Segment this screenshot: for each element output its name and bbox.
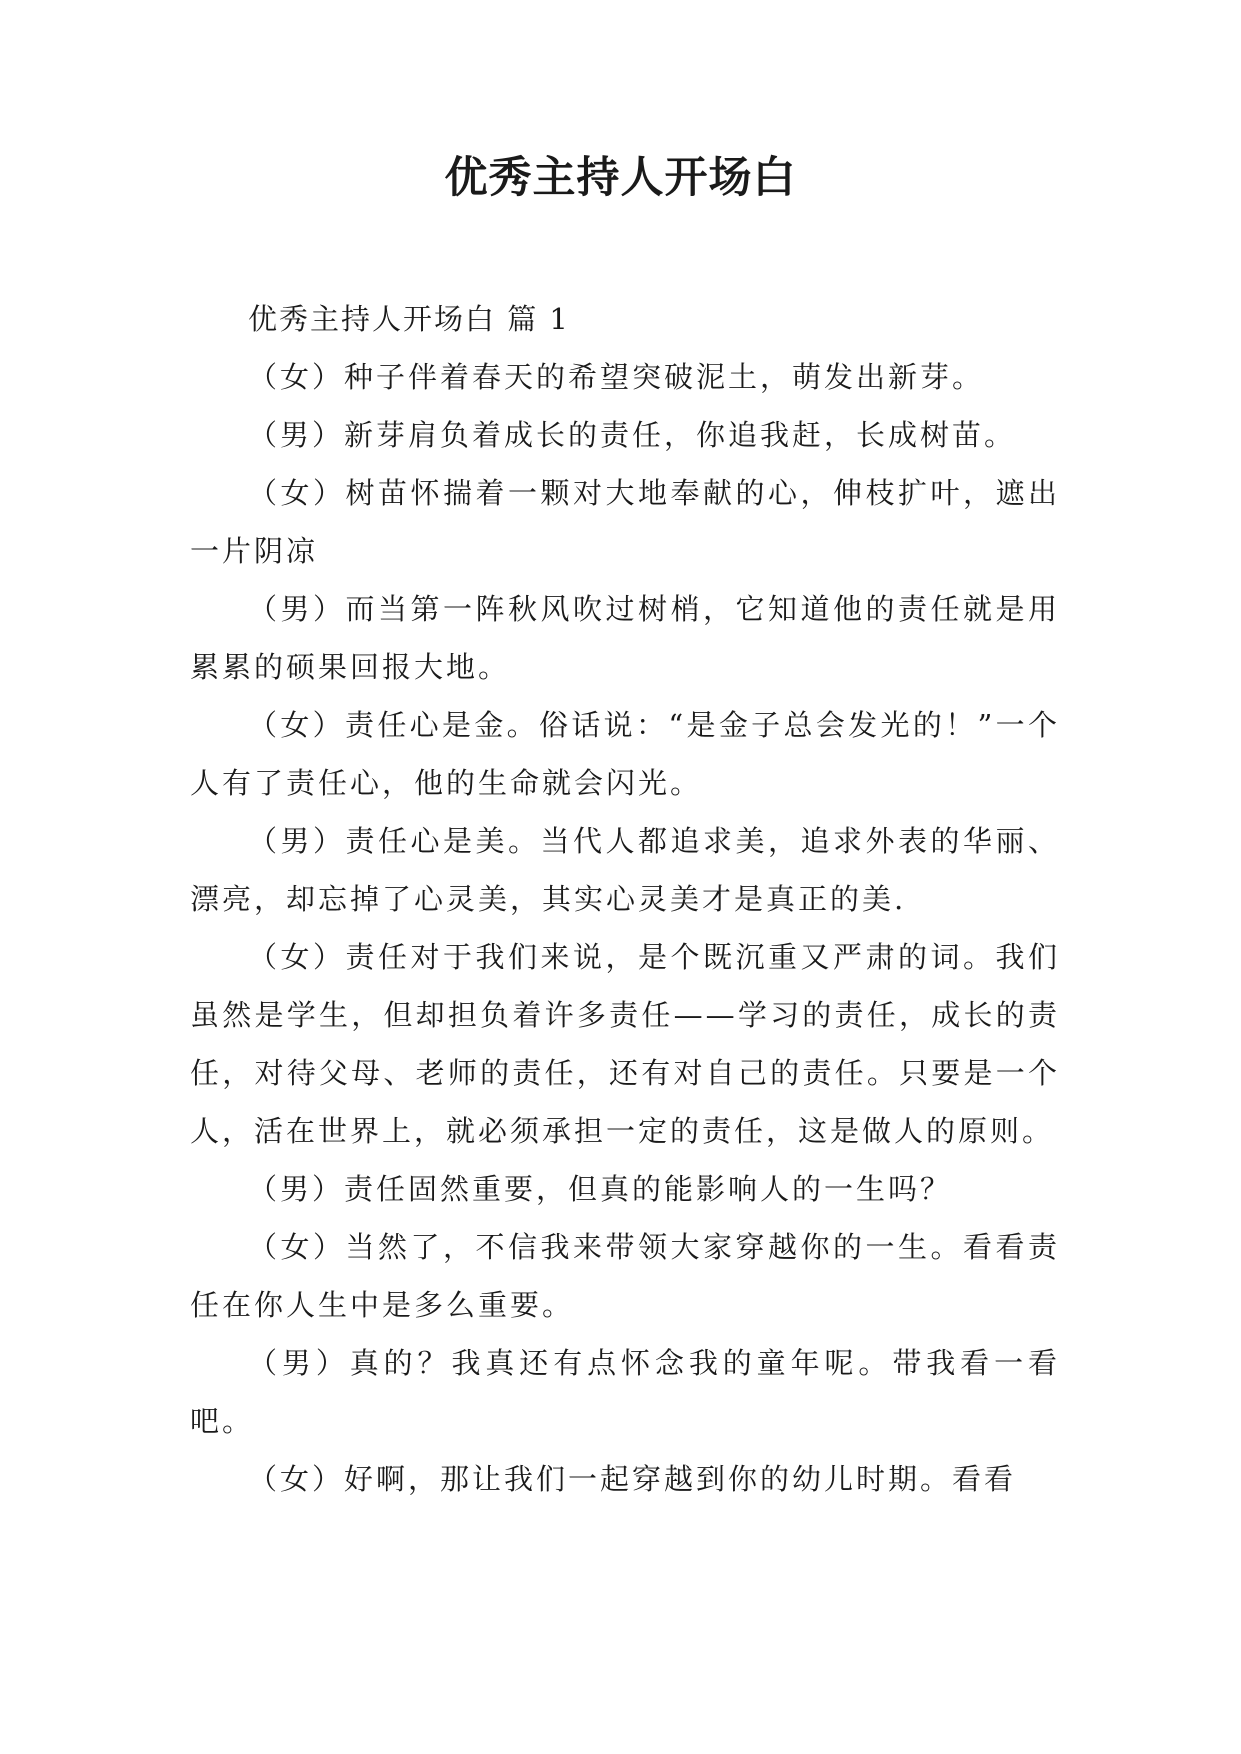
paragraph: （男）而当第一阵秋风吹过树梢，它知道他的责任就是用累累的硕果回报大地。: [190, 592, 1060, 684]
section-heading: 优秀主持人开场白 篇 1: [248, 302, 570, 336]
paragraph: （女）树苗怀揣着一颗对大地奉献的心，伸枝扩叶，遮出一片阴凉: [190, 476, 1060, 568]
paragraph: （女）当然了，不信我来带领大家穿越你的一生。看看责任在你人生中是多么重要。: [190, 1230, 1060, 1322]
paragraph: （男）责任固然重要，但真的能影响人的一生吗？: [248, 1172, 953, 1206]
paragraph: （男）真的？我真还有点怀念我的童年呢。带我看一看吧。: [190, 1346, 1060, 1438]
document-body: [190, 290, 1060, 1508]
paragraph: （男）新芽肩负着成长的责任，你追我赶，长成树苗。: [248, 418, 1017, 452]
document-title: 优秀主持人开场白: [444, 153, 797, 203]
paragraph: （女）责任心是金。俗话说：“是金子总会发光的！”一个人有了责任心，他的生命就会闪光。: [190, 708, 1060, 800]
paragraph: （女）种子伴着春天的希望突破泥土，萌发出新芽。: [248, 360, 985, 394]
paragraph: （男）责任心是美。当代人都追求美，追求外表的华丽、漂亮，却忘掉了心灵美，其实心灵美才是真正的美.: [190, 824, 1060, 916]
paragraph: （女）好啊，那让我们一起穿越到你的幼儿时期。看看: [248, 1462, 1017, 1496]
paragraph: （女）责任对于我们来说，是个既沉重又严肃的词。我们虽然是学生，但却担负着许多责任——学习的责任，成长的责任，对待父母、老师的责任，还有对自己的责任。只要是一个人，活在世界上，就必须承担一定的责任，这是做人的原则。: [190, 940, 1060, 1148]
